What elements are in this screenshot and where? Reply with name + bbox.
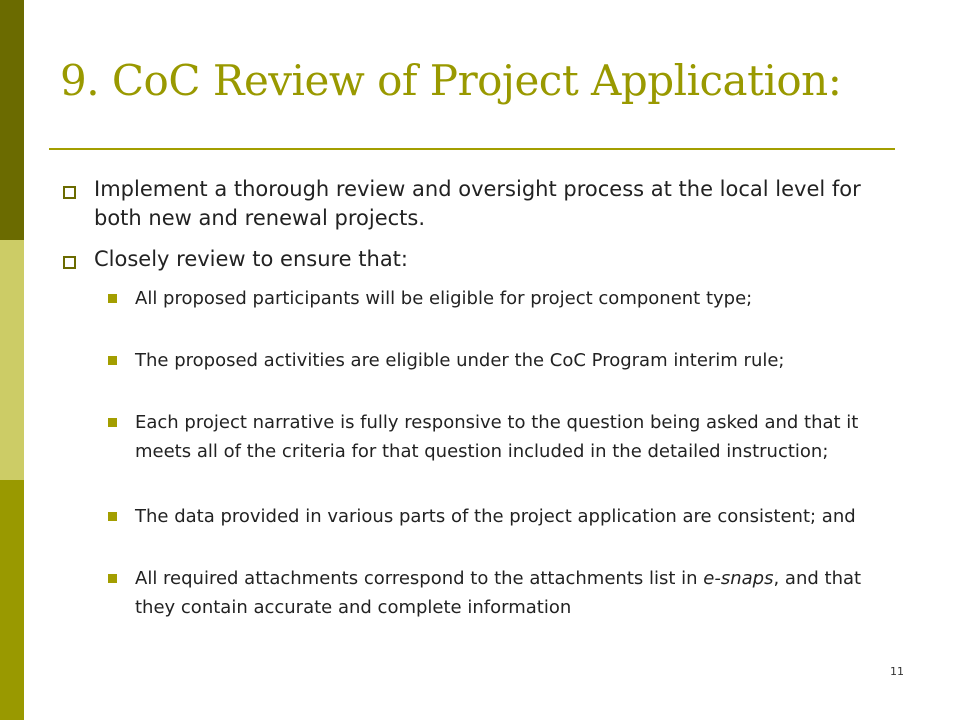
sub-bullet-square-icon	[108, 356, 117, 365]
sub-bullet-item: Each project narrative is fully responsive to the question being asked and that it meets all of the criteria for that question included in the detailed instruction;	[135, 412, 859, 462]
title-divider	[49, 148, 895, 150]
sub-bullet-item: All proposed participants will be eligible for project component type;	[135, 288, 753, 309]
sub-bullet-item: The data provided in various parts of the project application are consistent; and	[135, 506, 856, 527]
page-number: 11	[890, 665, 904, 678]
sub-bullet-square-icon	[108, 574, 117, 583]
side-bar-middle	[0, 240, 24, 480]
sub-bullet-text-before: All required attachments correspond to the attachments list in	[135, 568, 704, 589]
bullet-square-icon	[63, 256, 76, 269]
bullet-item: Closely review to ensure that:	[94, 247, 408, 271]
bullet-square-icon	[63, 186, 76, 199]
slide-title: 9. CoC Review of Project Application:	[60, 56, 842, 105]
sub-bullet-square-icon	[108, 512, 117, 521]
side-bar-bottom	[0, 480, 24, 720]
sub-bullet-text-after: , and that they contain accurate and complete information	[135, 568, 862, 618]
sub-bullet-square-icon	[108, 294, 117, 303]
e-snaps-emphasis: e-snaps	[703, 568, 774, 589]
side-bar-top	[0, 0, 24, 240]
sub-bullet-item	[135, 564, 895, 622]
sub-bullet-square-icon	[108, 418, 117, 427]
sub-bullet-item: The proposed activities are eligible under the CoC Program interim rule;	[135, 350, 785, 371]
bullet-item: Implement a thorough review and oversight process at the local level for both new and renewal projects.	[94, 177, 861, 230]
